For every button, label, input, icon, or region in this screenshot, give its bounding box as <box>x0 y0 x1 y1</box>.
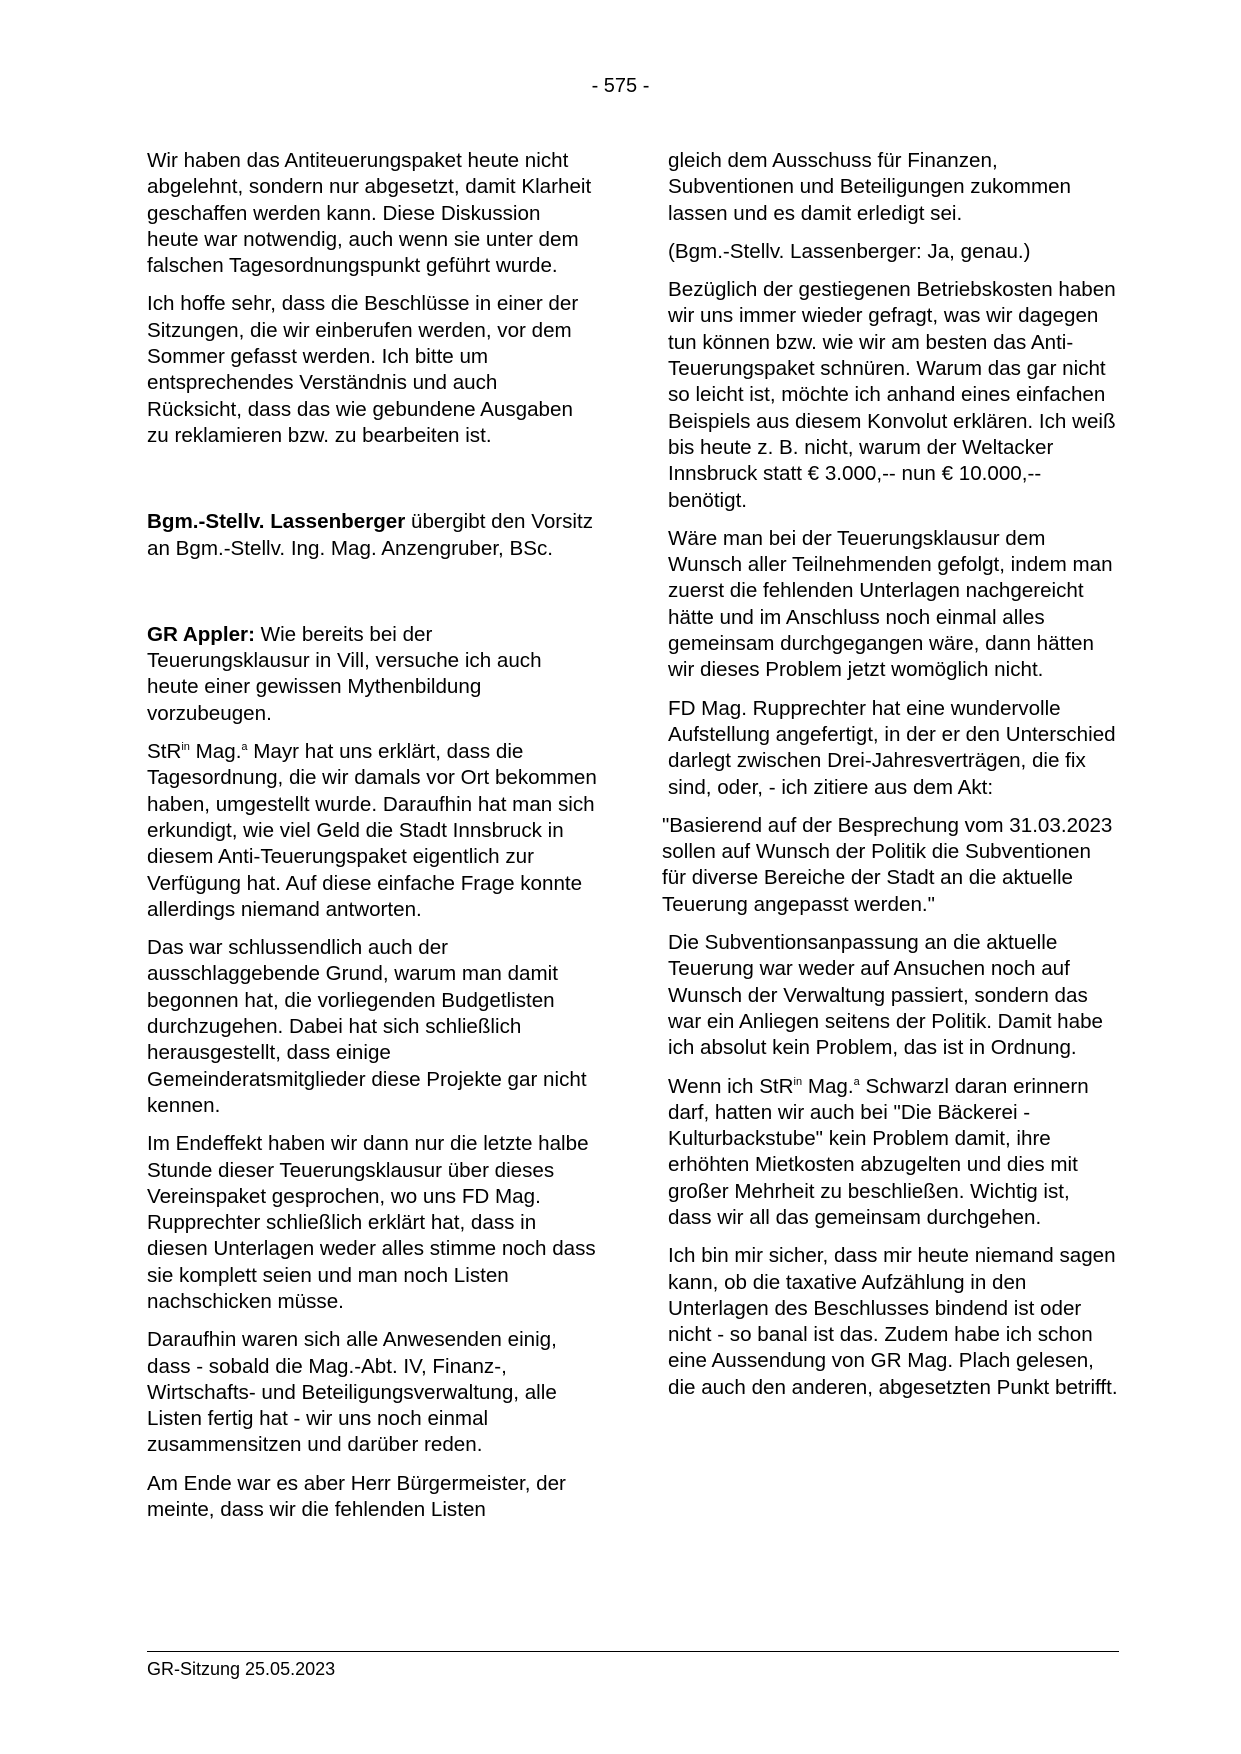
paragraph: Ich bin mir sicher, dass mir heute niemand sagen kann, ob die taxative Aufzählung in den Unterlagen des Beschlusses bindend ist oder nicht - so banal ist das. Zudem habe ich schon eine Aussendung von GR Mag. Plach gelesen, die auch den anderen, abgesetzten Punkt betrifft. <box>668 1244 1118 1399</box>
superscript: a <box>241 741 248 754</box>
paragraph: Bezüglich der gestiegenen Betriebskosten haben wir uns immer wieder gefragt, was wir dagegen tun können bzw. wie wir am besten das Anti-Teuerungspaket schnüren. Warum das gar nicht so leicht ist, möchte ich anhand eines einfachen Beispiels aus diesem Konvolut erklären. Ich weiß bis heute z. B. nicht, warum der Weltacker Innsbruck statt € 3.000,-- nun € 10.000,-- benötigt. <box>668 278 1116 512</box>
footer-divider <box>147 1651 1119 1652</box>
paragraph: Am Ende war es aber Herr Bürgermeister, der meinte, dass wir die fehlenden Listen <box>147 1471 566 1522</box>
text-run: Mag. <box>802 1074 854 1098</box>
paragraph <box>668 1074 1118 1232</box>
paragraph: Im Endeffekt haben wir dann nur die letzte halbe Stunde dieser Teuerungsklausur über dieses Vereinspaket gesprochen, wo uns FD Mag. Rupprechter schließlich erklärt hat, dass in diesen Unterlagen weder alles stimme noch dass sie komplett seien und man noch Listen nachschicken müsse. <box>147 1132 596 1313</box>
paragraph-text: übergibt den Vorsitz an Bgm.-Stellv. Ing. Mag. Anzengruber, BSc. <box>147 510 594 560</box>
superscript: a <box>853 1075 860 1088</box>
paragraph-text: Wie bereits bei der Teuerungsklausur in Vill, versuche ich auch heute einer gewissen Mythenbildung vorzubeugen. <box>147 622 542 725</box>
paragraph: Das war schlussendlich auch der ausschlaggebende Grund, warum man damit begonnen hat, die vorliegenden Budgetlisten durchzugehen. Dabei hat sich schließlich herausgestellt, dass einige Gemeinderatsmitglieder diese Projekte gar nicht kennen. <box>147 936 587 1117</box>
speaker-name: GR Appler: <box>147 622 255 646</box>
footer-session-date: GR-Sitzung 25.05.2023 <box>147 1659 336 1679</box>
quotation: "Basierend auf der Besprechung vom 31.03.2023 sollen auf Wunsch der Politik die Subventionen für diverse Bereiche der Stadt an die aktuelle Teuerung angepasst werden." <box>662 813 1113 916</box>
right-column <box>662 148 1118 1413</box>
paragraph: Ich hoffe sehr, dass die Beschlüsse in einer der Sitzungen, die wir einberufen werden, vor dem Sommer gefasst werden. Ich bitte um entsprechendes Verständnis und auch Rücksicht, dass das wie gebundene Ausgaben zu reklamieren bzw. zu bearbeiten ist. <box>147 292 579 447</box>
speaker-name: Bgm.-Stellv. Lassenberger <box>147 510 406 534</box>
text-run: Mayr hat uns erklärt, dass die Tagesordnung, die wir damals vor Ort bekommen haben, umgestellt wurde. Daraufhin hat man sich erkundigt, wie viel Geld die Stadt Innsbruck in diesem Anti-Teuerungspaket eigentlich zur Verfügung hat. Auf diese einfache Frage konnte allerdings niemand antworten. <box>147 740 597 921</box>
paragraph: gleich dem Ausschuss für Finanzen, Subventionen und Beteiligungen zukommen lassen und es damit erledigt sei. <box>668 149 1072 225</box>
page-number: - 575 - <box>591 75 650 97</box>
speech-intro <box>147 622 597 727</box>
paragraph <box>147 739 597 923</box>
paragraph: Die Subventionsanpassung an die aktuelle Teuerung war weder auf Ansuchen noch auf Wunsch der Verwaltung passiert, sondern das war ein Anliegen seitens der Politik. Damit habe ich absolut kein Problem, das ist in Ordnung. <box>668 931 1103 1060</box>
text-run: Schwarzl daran erinnern darf, hatten wir auch bei "Die Bäckerei - Kulturbackstube" kein Problem damit, ihre erhöhten Mietkosten abzugelten und dies mit großer Mehrheit zu beschließen. Wichtig ist, dass wir all das gemeinsam durchgehen. <box>668 1074 1089 1229</box>
text-run: Mag. <box>189 740 242 764</box>
paragraph: Daraufhin waren sich alle Anwesenden einig, dass - sobald die Mag.-Abt. IV, Finanz-, Wirtschafts- und Beteiligungsverwaltung, alle Listen fertig hat - wir uns noch einmal zusammensitzen und darüber reden. <box>147 1328 557 1457</box>
paragraph: Wir haben das Antiteuerungspaket heute nicht abgelehnt, sondern nur abgesetzt, damit Klarheit geschaffen werden kann. Diese Diskussion heute war notwendig, auch wenn sie unter dem falschen Tagesordnungspunkt geführt wurde. <box>147 149 592 278</box>
left-column <box>147 148 597 1535</box>
superscript: in <box>793 1075 803 1088</box>
chair-handover <box>147 509 597 562</box>
text-run: Wenn ich StR <box>668 1074 794 1098</box>
superscript: in <box>181 741 190 754</box>
text-run: StR <box>147 740 182 764</box>
paragraph: FD Mag. Rupprechter hat eine wundervolle Aufstellung angefertigt, in der er den Unterschied darlegt zwischen Drei-Jahresverträgen, die fix sind, oder, - ich zitiere aus dem Akt: <box>668 696 1116 799</box>
interjection: (Bgm.-Stellv. Lassenberger: Ja, genau.) <box>668 239 1031 263</box>
paragraph: Wäre man bei der Teuerungsklausur dem Wunsch aller Teilnehmenden gefolgt, indem man zuerst die fehlenden Unterlagen nachgereicht hätte und im Anschluss noch einmal alles gemeinsam durchgegangen wäre, dann hätten wir dieses Problem jetzt womöglich nicht. <box>668 526 1113 682</box>
